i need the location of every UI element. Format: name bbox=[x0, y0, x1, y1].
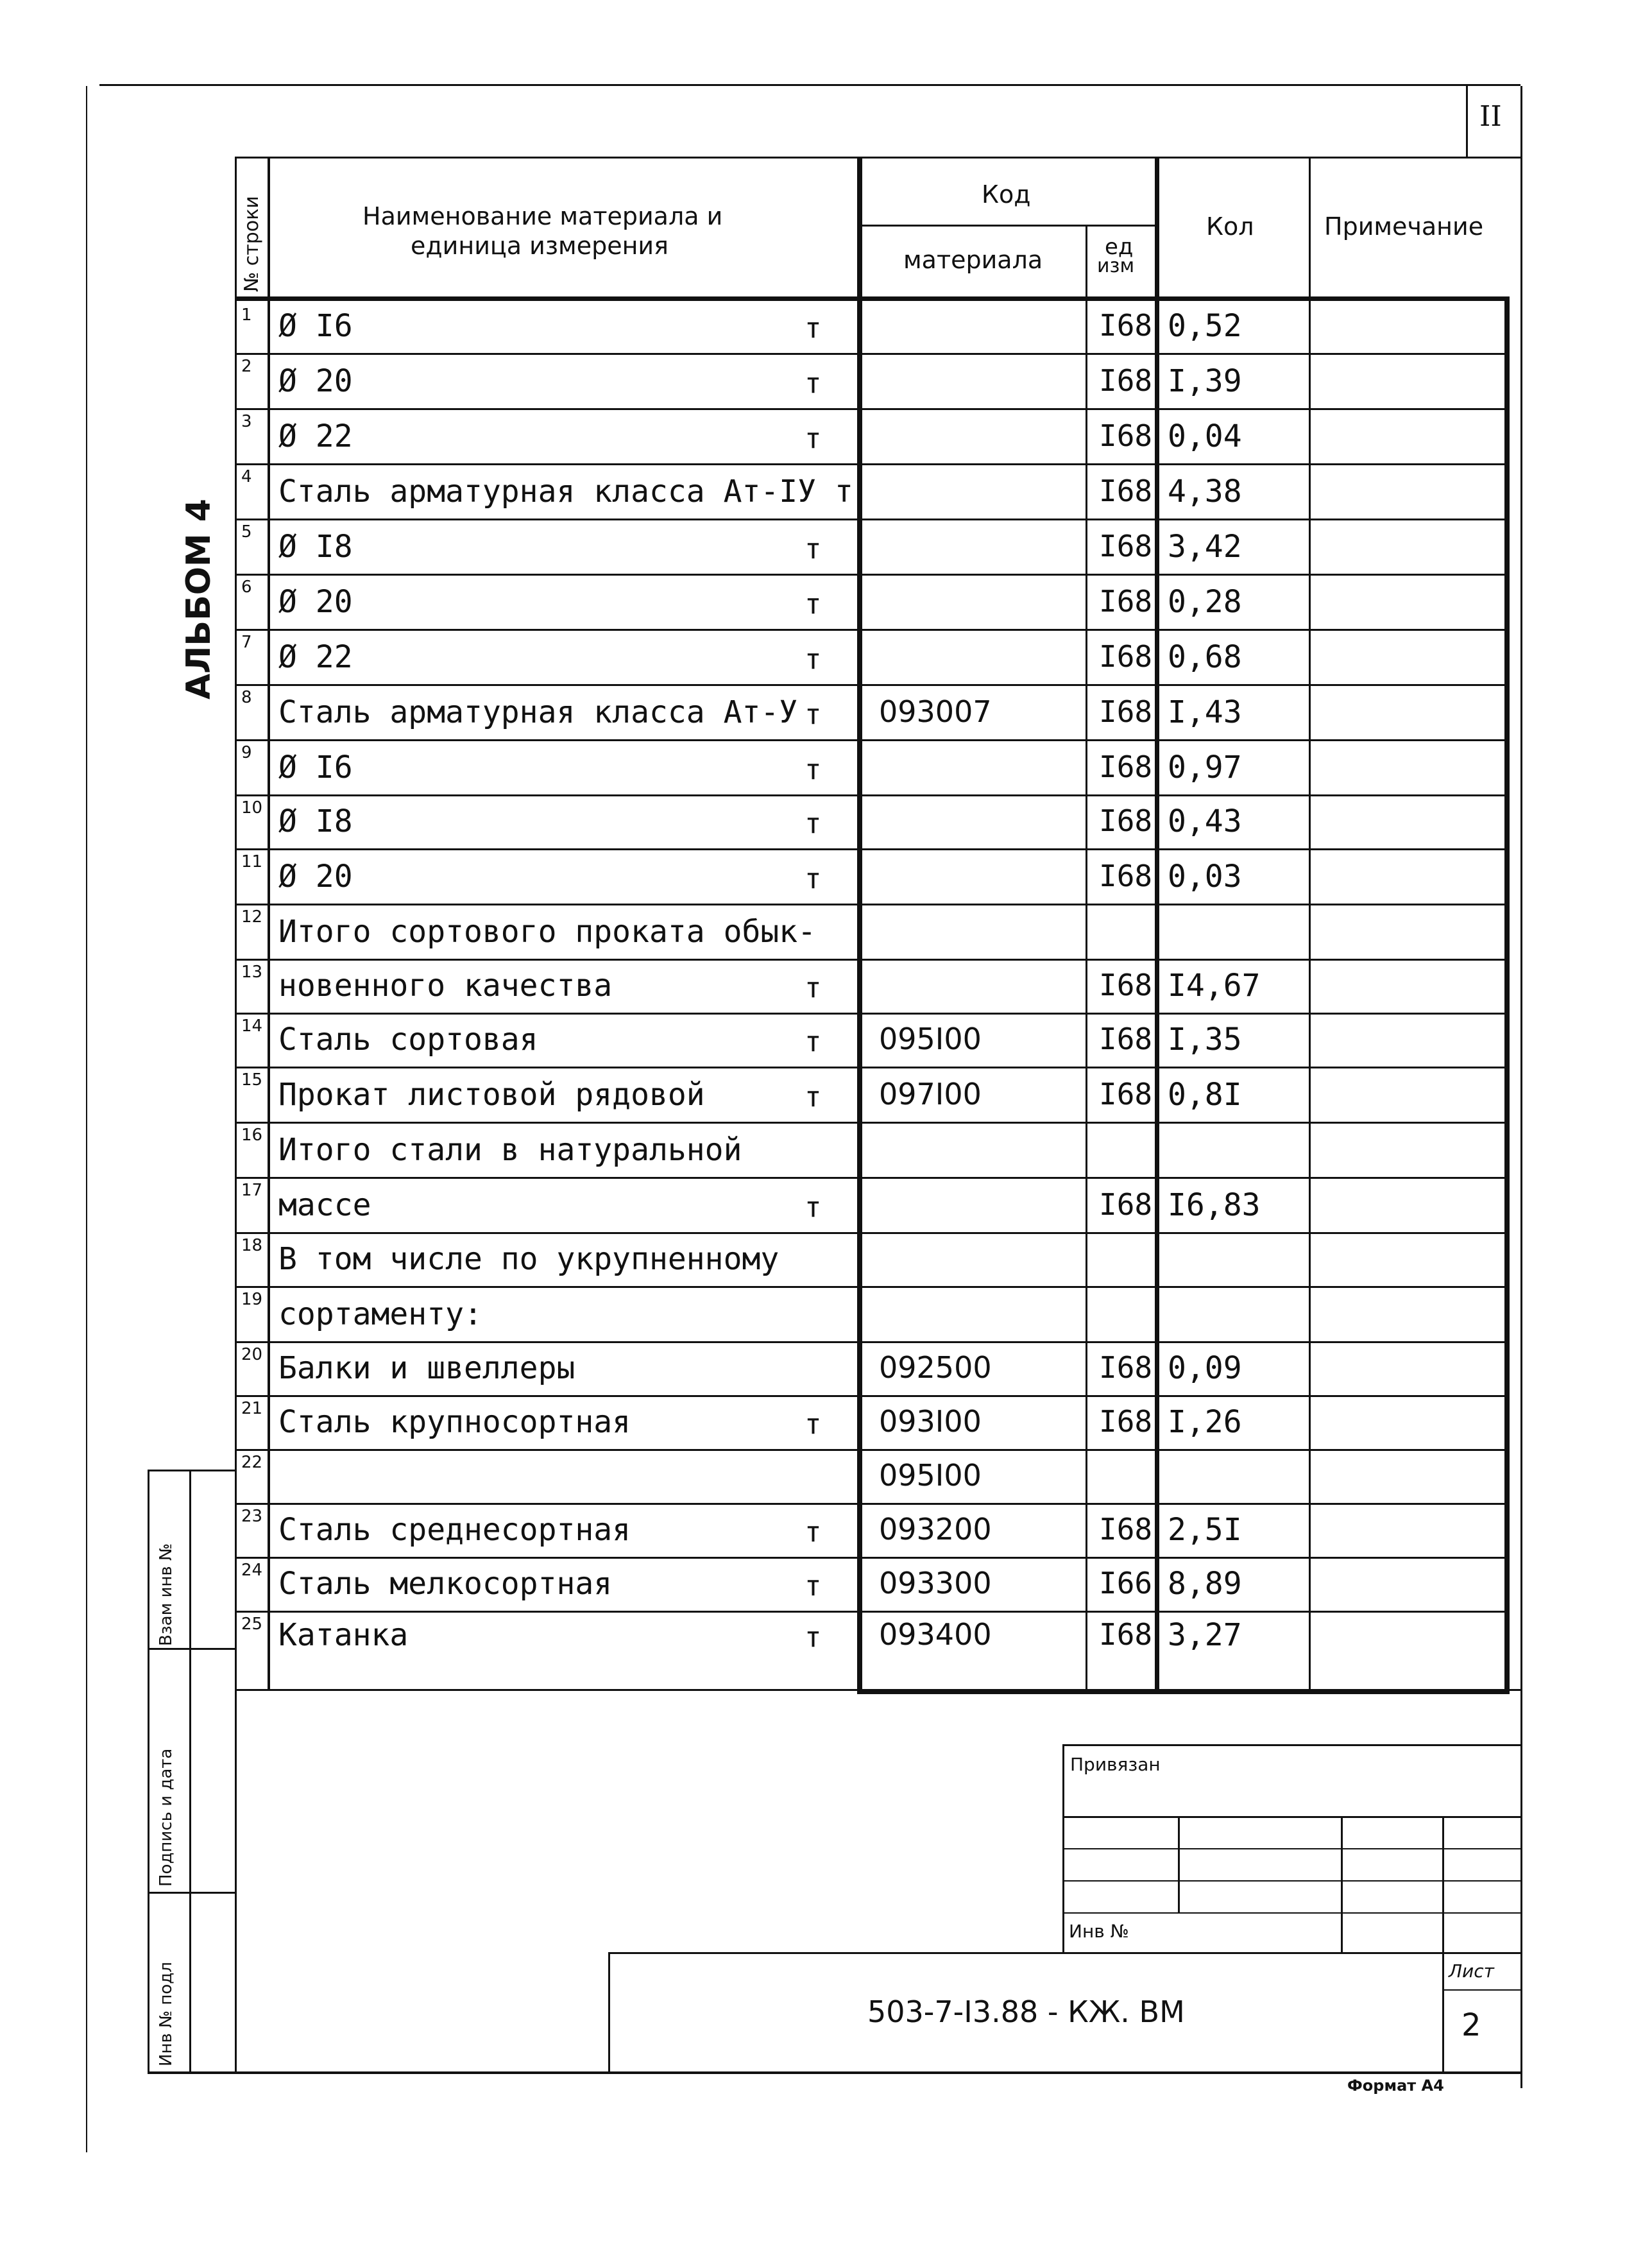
row-unit-code: I66 bbox=[1099, 1566, 1153, 1600]
stamp-designation: 503-7-I3.88 - КЖ. ВМ bbox=[867, 1994, 1185, 2029]
row-qty: 3,42 bbox=[1168, 529, 1242, 565]
row-unit: т bbox=[805, 972, 822, 1004]
row-unit: т bbox=[805, 753, 822, 786]
row-unit-code: I68 bbox=[1099, 803, 1153, 838]
row-qty: 2,5I bbox=[1168, 1512, 1242, 1548]
row-qty: 0,43 bbox=[1168, 803, 1242, 839]
frame-top bbox=[99, 84, 1520, 86]
row-number: 10 bbox=[241, 798, 263, 818]
row-name: Балки и швеллеры bbox=[278, 1350, 575, 1386]
row-name: Сталь мелкосортная bbox=[278, 1566, 613, 1602]
frame-right bbox=[1520, 86, 1522, 2088]
row-name: Ø 22 bbox=[278, 418, 353, 454]
row-name: Ø I6 bbox=[278, 308, 353, 344]
row-separator bbox=[236, 1611, 1506, 1613]
row-name: Сталь арматурная класса Ат-IУ т bbox=[278, 474, 853, 510]
header-name-line2: единица измерения bbox=[411, 232, 668, 260]
row-number: 5 bbox=[241, 522, 252, 542]
row-separator bbox=[236, 959, 1506, 961]
row-separator bbox=[236, 1177, 1506, 1179]
row-unit: т bbox=[805, 1025, 822, 1058]
row-number: 21 bbox=[241, 1399, 263, 1418]
row-separator bbox=[236, 904, 1506, 905]
row-unit: т bbox=[805, 312, 822, 345]
album-label: АЛЬБОМ 4 bbox=[180, 499, 218, 699]
row-number: 24 bbox=[241, 1561, 263, 1580]
row-separator bbox=[236, 1232, 1506, 1234]
row-qty: 4,38 bbox=[1168, 474, 1242, 510]
row-unit-code: I68 bbox=[1099, 584, 1153, 619]
header-name-line1: Наименование материала и bbox=[362, 202, 723, 230]
row-separator bbox=[236, 1013, 1506, 1015]
row-unit-code: I68 bbox=[1099, 418, 1153, 453]
row-name: Ø 20 bbox=[278, 584, 353, 620]
row-unit-code: I68 bbox=[1099, 308, 1153, 343]
row-separator bbox=[236, 463, 1506, 465]
header-row-number: № строки bbox=[241, 196, 263, 292]
row-name: массе bbox=[278, 1187, 371, 1223]
row-number: 25 bbox=[241, 1615, 263, 1634]
row-name: Ø I8 bbox=[278, 529, 353, 565]
row-name: Ø 20 bbox=[278, 859, 353, 895]
frame-left bbox=[86, 86, 87, 2152]
row-unit-code: I68 bbox=[1099, 1512, 1153, 1547]
row-qty: I,26 bbox=[1168, 1404, 1242, 1440]
row-code: 095I00 bbox=[879, 1458, 982, 1493]
row-unit: т bbox=[805, 1081, 822, 1113]
row-name: Ø 20 bbox=[278, 363, 353, 399]
row-unit: т bbox=[805, 1570, 822, 1602]
header-code: Код bbox=[982, 180, 1031, 209]
row-qty: 0,52 bbox=[1168, 308, 1242, 344]
row-unit: т bbox=[805, 588, 822, 621]
side-label-inv-podl: Инв № подл bbox=[157, 1962, 176, 2066]
row-unit-code: I68 bbox=[1099, 474, 1153, 508]
row-code: 093400 bbox=[879, 1617, 992, 1652]
row-unit-code: I68 bbox=[1099, 1187, 1153, 1222]
row-name: Сталь крупносортная bbox=[278, 1404, 631, 1440]
row-name: В том числе по укрупненному bbox=[278, 1241, 779, 1277]
row-qty: 3,27 bbox=[1168, 1617, 1242, 1653]
row-code: 095I00 bbox=[879, 1022, 982, 1056]
sheet-top-number: II bbox=[1479, 100, 1502, 133]
header-note: Примечание bbox=[1324, 212, 1484, 241]
row-unit-code: I68 bbox=[1099, 1350, 1153, 1385]
row-qty: 0,8I bbox=[1168, 1077, 1242, 1113]
row-unit: т bbox=[805, 422, 822, 455]
row-unit-code: I68 bbox=[1099, 363, 1153, 398]
stamp-privyazan: Привязан bbox=[1070, 1754, 1161, 1775]
row-qty: I,35 bbox=[1168, 1022, 1242, 1058]
row-separator bbox=[236, 1503, 1506, 1505]
row-name: Ø 22 bbox=[278, 639, 353, 675]
header-code-material: материала bbox=[903, 246, 1043, 274]
row-code: 093007 bbox=[879, 694, 992, 729]
row-unit-code: I68 bbox=[1099, 1617, 1153, 1652]
row-separator bbox=[236, 1395, 1506, 1397]
row-qty: I6,83 bbox=[1168, 1187, 1261, 1223]
row-unit: т bbox=[805, 698, 822, 731]
row-unit-code: I68 bbox=[1099, 529, 1153, 563]
row-separator bbox=[236, 848, 1506, 850]
row-name: сортаменту: bbox=[278, 1296, 482, 1332]
row-separator bbox=[236, 1122, 1506, 1124]
row-unit-code: I68 bbox=[1099, 1022, 1153, 1056]
row-qty: 0,04 bbox=[1168, 418, 1242, 454]
row-number: 2 bbox=[241, 357, 252, 376]
stamp-list-number: 2 bbox=[1461, 2007, 1481, 2043]
row-separator bbox=[236, 519, 1506, 520]
row-qty: I,39 bbox=[1168, 363, 1242, 399]
row-unit-code: I68 bbox=[1099, 859, 1153, 893]
row-separator bbox=[236, 1067, 1506, 1068]
header-code-unit-line1: ед bbox=[1105, 234, 1134, 260]
row-qty: I,43 bbox=[1168, 694, 1242, 730]
side-label-podpis: Подпись и дата bbox=[157, 1748, 176, 1887]
row-number: 12 bbox=[241, 907, 263, 927]
row-unit-code: I68 bbox=[1099, 750, 1153, 784]
row-number: 16 bbox=[241, 1126, 263, 1145]
row-unit: т bbox=[805, 862, 822, 895]
stamp-inv-no: Инв № bbox=[1069, 1921, 1129, 1942]
row-qty: 8,89 bbox=[1168, 1566, 1242, 1602]
row-code: 093I00 bbox=[879, 1404, 982, 1439]
row-number: 18 bbox=[241, 1236, 263, 1255]
row-name: Прокат листовой рядовой bbox=[278, 1077, 705, 1113]
row-unit-code: I68 bbox=[1099, 694, 1153, 729]
row-unit: т bbox=[805, 643, 822, 676]
row-unit: т bbox=[805, 533, 822, 565]
row-number: 4 bbox=[241, 467, 252, 486]
row-name: Сталь арматурная класса Ат-У bbox=[278, 694, 798, 730]
row-qty: I4,67 bbox=[1168, 968, 1261, 1004]
row-name: Итого стали в натуральной bbox=[278, 1132, 742, 1168]
row-number: 15 bbox=[241, 1070, 263, 1090]
row-number: 22 bbox=[241, 1453, 263, 1472]
row-separator bbox=[236, 408, 1506, 410]
row-unit: т bbox=[805, 1191, 822, 1224]
row-number: 14 bbox=[241, 1016, 263, 1036]
row-code: 093200 bbox=[879, 1512, 992, 1547]
row-number: 3 bbox=[241, 412, 252, 431]
row-qty: 0,68 bbox=[1168, 639, 1242, 675]
row-unit: т bbox=[805, 1516, 822, 1548]
row-qty: 0,03 bbox=[1168, 859, 1242, 895]
row-separator bbox=[236, 794, 1506, 796]
row-separator bbox=[236, 1557, 1506, 1559]
row-code: 093300 bbox=[879, 1566, 992, 1600]
row-code: 092500 bbox=[879, 1350, 992, 1385]
stamp-list-label: Лист bbox=[1449, 1960, 1494, 1982]
row-name: Ø I6 bbox=[278, 750, 353, 785]
row-number: 9 bbox=[241, 743, 252, 762]
row-separator bbox=[236, 353, 1506, 355]
row-separator bbox=[236, 1449, 1506, 1451]
row-unit-code: I68 bbox=[1099, 1404, 1153, 1439]
row-number: 20 bbox=[241, 1345, 263, 1364]
row-qty: 0,97 bbox=[1168, 750, 1242, 785]
row-unit: т bbox=[805, 807, 822, 840]
row-unit-code: I68 bbox=[1099, 968, 1153, 1002]
row-unit: т bbox=[805, 1621, 822, 1654]
header-qty: Кол bbox=[1206, 212, 1254, 241]
row-number: 19 bbox=[241, 1290, 263, 1309]
row-separator bbox=[236, 684, 1506, 686]
row-separator bbox=[236, 574, 1506, 576]
row-number: 7 bbox=[241, 633, 252, 652]
row-code: 097I00 bbox=[879, 1077, 982, 1111]
row-number: 23 bbox=[241, 1507, 263, 1526]
side-label-vzam: Взам инв № bbox=[157, 1543, 176, 1646]
table-top-line bbox=[236, 157, 1520, 159]
row-separator bbox=[236, 629, 1506, 631]
table-left-line bbox=[235, 157, 237, 2072]
row-number: 11 bbox=[241, 852, 263, 871]
row-qty: 0,09 bbox=[1168, 1350, 1242, 1386]
row-unit-code: I68 bbox=[1099, 1077, 1153, 1111]
row-separator bbox=[236, 1341, 1506, 1343]
row-name: Сталь среднесортная bbox=[278, 1512, 631, 1548]
row-separator bbox=[236, 1286, 1506, 1288]
row-unit: т bbox=[805, 1408, 822, 1441]
header-code-unit-line2: изм bbox=[1097, 255, 1135, 277]
row-name: Итого сортового проката обык- bbox=[278, 914, 817, 950]
row-separator bbox=[236, 739, 1506, 741]
row-name: новенного качества bbox=[278, 968, 613, 1004]
row-number: 8 bbox=[241, 688, 252, 707]
row-number: 6 bbox=[241, 578, 252, 597]
format-label: Формат А4 bbox=[1347, 2077, 1444, 2095]
row-unit: т bbox=[805, 367, 822, 400]
row-number: 17 bbox=[241, 1181, 263, 1200]
row-number: 13 bbox=[241, 963, 263, 982]
row-name: Катанка bbox=[278, 1617, 409, 1653]
row-qty: 0,28 bbox=[1168, 584, 1242, 620]
row-name: Ø I8 bbox=[278, 803, 353, 839]
row-unit-code: I68 bbox=[1099, 639, 1153, 674]
row-number: 1 bbox=[241, 305, 252, 325]
row-name: Сталь сортовая bbox=[278, 1022, 538, 1058]
